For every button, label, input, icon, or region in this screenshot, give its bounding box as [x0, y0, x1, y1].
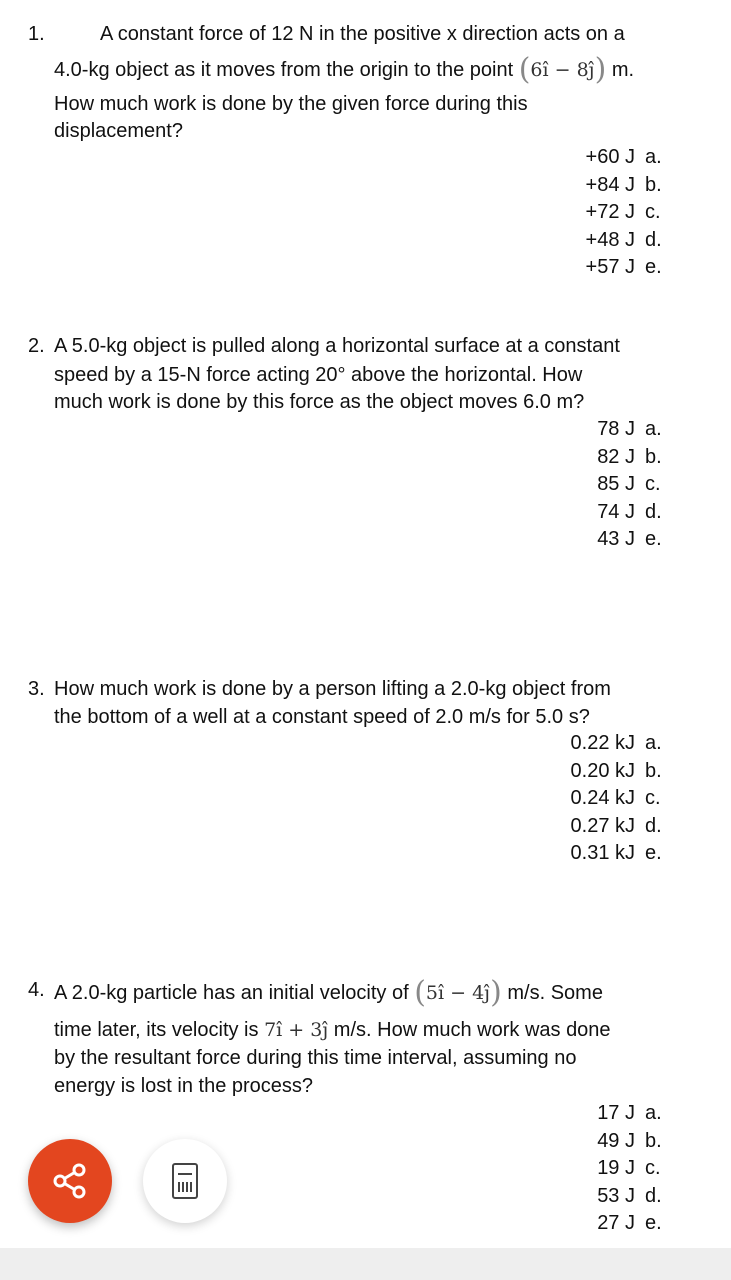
- question-text-line: the bottom of a well at a constant speed of 2.0 m/s for 5.0 s?: [54, 706, 590, 728]
- vector-expression: 5î − 4ĵ: [425, 982, 491, 1004]
- unit-text: m.: [611, 59, 635, 81]
- choice-a[interactable]: 0.22 kJ a.: [570, 732, 662, 754]
- question-text-line: displacement?: [54, 120, 183, 142]
- choice-a[interactable]: 78 J a.: [597, 418, 662, 440]
- question-text: time later, its velocity is: [54, 1019, 259, 1041]
- choice-c[interactable]: 0.24 kJ c.: [570, 787, 661, 809]
- question-text-line: A 5.0-kg object is pulled along a horizontal surface at a constant: [54, 335, 620, 357]
- question-text: m/s. How much work was done: [333, 1019, 611, 1041]
- question-text: 4.0-kg object as it moves from the origin to the point: [54, 59, 514, 81]
- vector-expression: 7î + 3ĵ: [264, 1019, 329, 1041]
- question-text-line: much work is done by this force as the object moves 6.0 m?: [54, 391, 585, 413]
- question-text-line: How much work is done by the given force during this: [54, 93, 528, 115]
- choice-e[interactable]: +57 J e.: [585, 256, 662, 278]
- question-text-line: speed by a 15-N force acting 20° above the horizontal. How: [54, 364, 583, 386]
- choice-c[interactable]: 85 J c.: [597, 473, 661, 495]
- reader-mode-icon: [170, 1162, 200, 1200]
- question-number: 1.: [28, 23, 45, 45]
- paren-right: ): [594, 52, 607, 87]
- choice-d[interactable]: 0.27 kJ d.: [570, 814, 662, 837]
- question-text-line: [54, 1016, 611, 1044]
- paren-right: ): [490, 975, 502, 1010]
- choice-c[interactable]: +72 J c.: [585, 201, 661, 223]
- choice-d[interactable]: 53 J d.: [597, 1184, 662, 1207]
- question-text-line: energy is lost in the process?: [54, 1075, 314, 1097]
- choice-b[interactable]: 82 J b.: [597, 445, 662, 468]
- question-text: A 2.0-kg particle has an initial velocity of: [54, 982, 409, 1004]
- choice-c[interactable]: 19 J c.: [597, 1157, 661, 1179]
- choice-list: [597, 1100, 673, 1238]
- bottom-navigation-bar: [0, 1248, 731, 1280]
- question-text-line: [54, 975, 603, 1010]
- share-icon: [48, 1159, 92, 1203]
- question-text-line: [54, 52, 635, 87]
- question-text-line: by the resultant force during this time interval, assuming no: [54, 1047, 577, 1069]
- paren-left: (: [518, 52, 531, 87]
- choice-e[interactable]: 0.31 kJ e.: [570, 842, 662, 864]
- choice-e[interactable]: 27 J e.: [597, 1212, 662, 1234]
- choice-e[interactable]: 43 J e.: [597, 528, 662, 550]
- question-text-line: How much work is done by a person lifting a 2.0-kg object from: [54, 678, 611, 700]
- question-number: 3.: [28, 678, 45, 700]
- vector-expression: 6î − 8ĵ: [530, 59, 595, 81]
- question-number: 4.: [28, 979, 45, 1001]
- choice-list: [597, 416, 673, 554]
- paren-left: (: [414, 975, 426, 1010]
- question-text-line: A constant force of 12 N in the positive x direction acts on a: [100, 23, 625, 45]
- share-button[interactable]: [28, 1139, 112, 1223]
- choice-d[interactable]: 74 J d.: [597, 500, 662, 523]
- choice-a[interactable]: +60 J a.: [585, 146, 662, 168]
- choice-list: [571, 730, 673, 868]
- question-number: 2.: [28, 335, 45, 357]
- reader-mode-button[interactable]: [143, 1139, 227, 1223]
- choice-list: [586, 144, 673, 282]
- unit-text: m/s. Some: [507, 982, 603, 1004]
- choice-b[interactable]: 49 J b.: [597, 1129, 662, 1152]
- choice-b[interactable]: +84 J b.: [585, 173, 662, 196]
- choice-d[interactable]: +48 J d.: [585, 228, 662, 251]
- choice-b[interactable]: 0.20 kJ b.: [570, 759, 662, 782]
- choice-a[interactable]: 17 J a.: [597, 1102, 662, 1124]
